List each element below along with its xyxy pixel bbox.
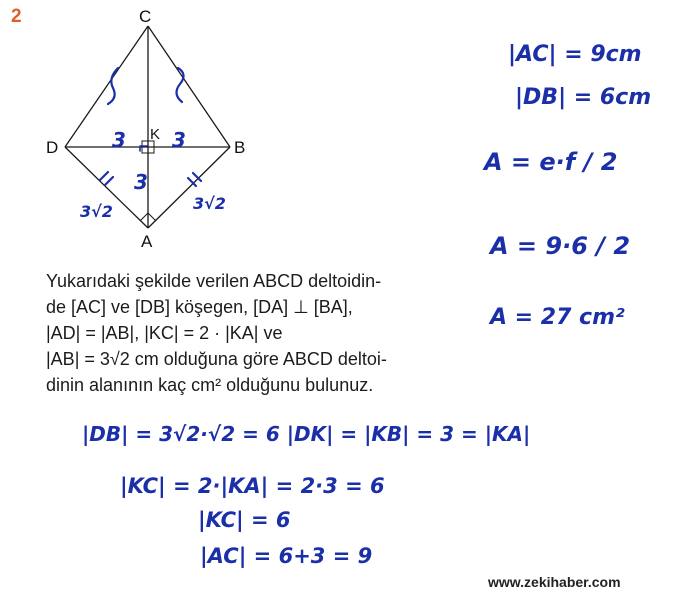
problem-text [46, 268, 486, 398]
tick-CD [108, 68, 118, 104]
hw-KB: 3 [172, 128, 186, 152]
hw-db-length: |DB| = 6cm [515, 85, 652, 110]
edge-CB [148, 26, 230, 147]
vertex-B-label: B [234, 138, 246, 157]
problem-line: |AB| = 3√2 cm olduğuna göre ABCD deltoi- [46, 349, 387, 369]
question-number: 2 [11, 6, 22, 27]
edge-CD [65, 26, 148, 147]
vertex-C-label: C [139, 7, 152, 26]
vertex-A-label: A [141, 232, 153, 251]
hw-AB: 3√2 [193, 194, 226, 213]
hw-area-formula: A = e·f / 2 [484, 148, 618, 176]
hw-kc-calculation: |KC| = 2·|KA| = 2·3 = 6 [120, 474, 385, 498]
point-K-label: K [150, 126, 161, 143]
problem-line: Yukarıdaki şekilde verilen ABCD deltoidin- [46, 271, 382, 291]
edge-BA [148, 147, 230, 228]
hw-KA: 3 [134, 170, 148, 194]
hw-DA: 3√2 [80, 202, 113, 221]
problem-line: de [AC] ve [DB] köşegen, [DA] ⊥ [BA], [46, 297, 353, 317]
watermark: www.zekihaber.com [488, 574, 621, 590]
hw-ac-sum: |AC| = 6+3 = 9 [200, 544, 373, 568]
problem-line: |AD| = |AB|, |KC| = 2 · |KA| ve [46, 323, 283, 343]
hw-db-and-halves: |DB| = 3√2·√2 = 6 |DK| = |KB| = 3 = |KA| [82, 422, 531, 446]
hw-ac-length: |AC| = 9cm [508, 42, 642, 67]
hw-area-substitution: A = 9·6 / 2 [490, 232, 631, 260]
hw-area-result: A = 27 cm² [490, 305, 625, 330]
vertex-D-label: D [46, 138, 59, 157]
problem-line: dinin alanının kaç cm² olduğunu bulunuz. [46, 375, 374, 395]
hw-DK: 3 [112, 128, 126, 152]
tick-DA-2 [105, 177, 113, 185]
hw-kc-value: |KC| = 6 [198, 508, 291, 532]
mark-K [140, 146, 147, 151]
tick-DA-1 [100, 172, 108, 180]
